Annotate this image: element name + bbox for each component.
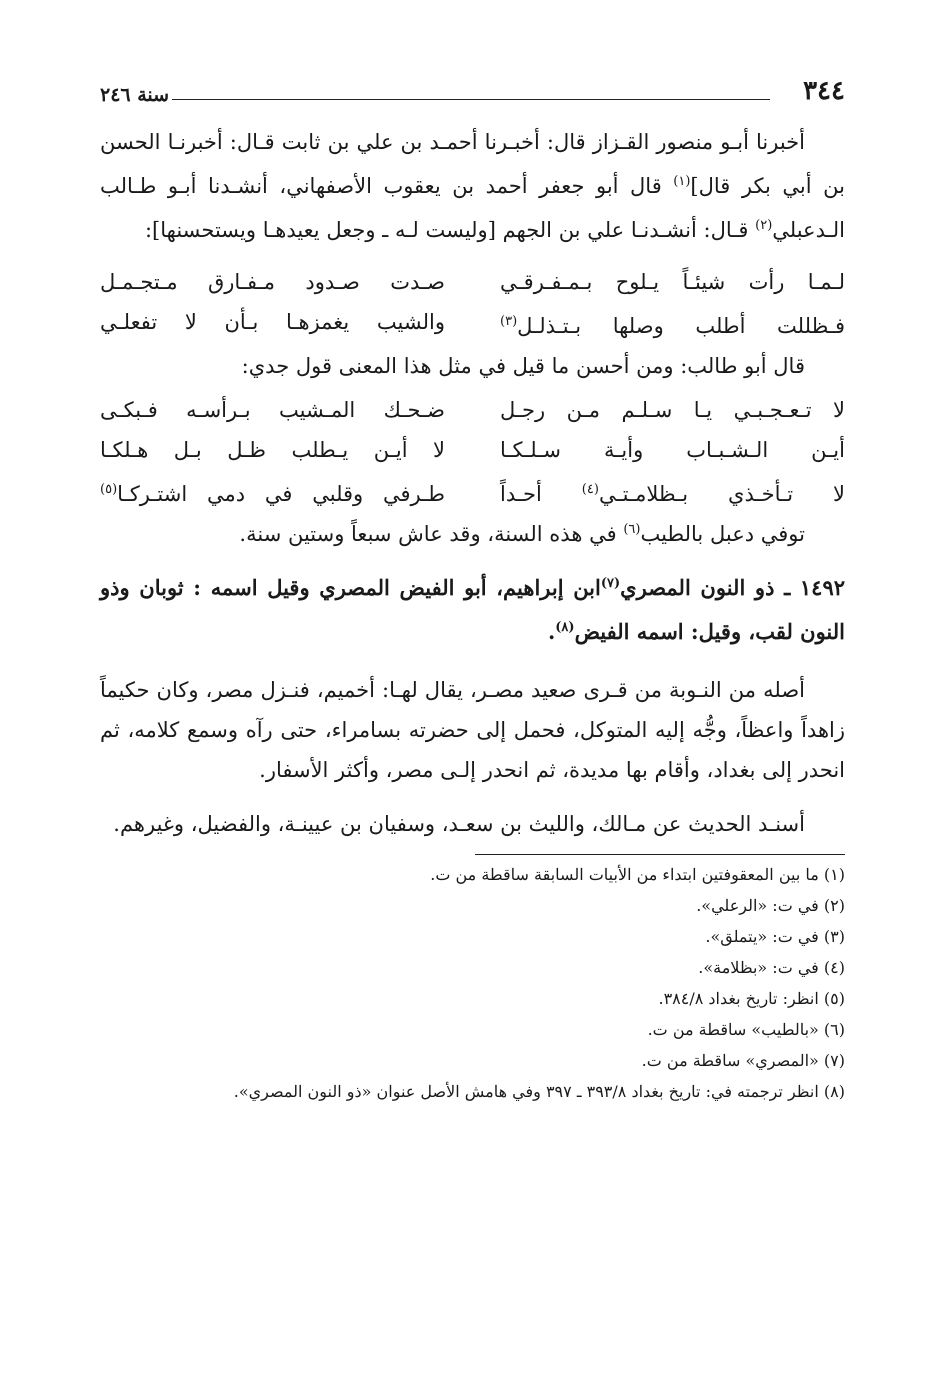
verse-hemistich: لا أيـن يـطلب ظـل بـل هـلكـا [100,438,445,462]
footnote: (٧) «المصري» ساقطة من ت. [641,1051,845,1070]
verse-hemistich: لا تـأخـذي بـظلامـتـي$^{(٤)}$ أحـداً [500,482,845,506]
verse-hemistich: أيـن الـشـبـاب وأيـة سـلـكـا [500,438,845,462]
footnote-ref: (٤) [581,482,599,497]
footnote: (٣) في ت: «يتملق». [705,927,845,946]
paragraph-death-note: توفي دعبل بالطيب$^{(٦)}$ في هذه السنة، وقد عاش سبعاً وستين سنة. [239,522,805,546]
verse-hemistich: لـمـا رأت شيئـاً يـلوح بـمـفـرقـي [500,270,845,294]
paragraph-isnad: أخبرنا أبـو منصور القـزاز قال: أخبـرنا أحمـد بن علي بن ثابت قـال: أخبرنـا الحسن بن أبي بكر قال]$^{(١)}$ قال أبو جعفر أحمد بن يعقوب الأصفهاني، أنشـدنا أبـو طـالب الـدعبلي$^{(٢)}$ قـال: أنشـدنـا علي بن الجهم [وليست لـه ـ وجعل يعيدهـا ويستحسنها]: [100,130,845,242]
page-number: ٣٤٤ [803,76,845,106]
footnote: (١) ما بين المعقوفتين ابتداء من الأبيات السابقة ساقطة من ت. [430,865,845,884]
footnote-ref: (٦) [623,522,641,537]
page-header [100,70,845,110]
footnote-ref: (٨) [555,620,575,635]
paragraph-abu-talib: قال أبو طالب: ومن أحسن ما قيل في مثل هذا المعنى قول جدي: [241,354,805,378]
verse-hemistich: صـدت صـدود مـفـارق مـتجـمـل [100,270,445,294]
footnote: (٥) انظر: تاريخ بغداد ٣٨٤/٨. [658,989,845,1008]
running-head-year: سنة ٢٤٦ [100,84,170,106]
verse-line [100,470,845,510]
biography-entry-heading: ١٤٩٢ ـ ذو النون المصري$^{(٧)}$ابن إبراهيم، أبو الفيض المصري وقيل اسمه : ثوبان وذو النون لقب، وقيل: اسمه الفيض$^{(٨)}$. [100,575,846,644]
verse-hemistich: فـظللت أطلب وصلها بـتـذلـل$^{(٣)}$ [500,314,845,338]
verse-line [100,262,845,302]
verse-hemistich: ضـحـك المـشيب بـرأسـه فـبكـى [100,398,445,422]
footnote-ref: (١) [673,174,691,189]
paragraph-narration: أسنـد الحديث عن مـالك، والليث بن سعـد، وسفيان بن عيينـة، والفضيل، وغيرهم. [113,812,805,836]
footnote-ref: (٢) [755,218,773,233]
page [100,70,845,1107]
footnote: (٦) «بالطيب» ساقطة من ت. [647,1020,845,1039]
footnote: (٢) في ت: «الرعلي». [696,896,845,915]
header-rule [172,99,770,100]
verse-line [100,390,845,430]
verse-hemistich: طـرفي وقلبي في دمي اشتـركـا$^{(٥)}$ [100,482,445,506]
footnote: (٨) انظر ترجمته في: تاريخ بغداد ٣٩٣/٨ ـ ٣٩٧ وفي هامش الأصل عنوان «ذو النون المصري». [233,1082,845,1101]
verse-hemistich: لا تـعـجـبـي يـا سـلـم مـن رجـل [500,398,845,422]
paragraph-biography: أصله من النـوبة من قـرى صعيد مصـر، يقال لهـا: أخميم، فنـزل مصر، وكان حكيماً زاهداً واعظاً، وجُّه إليه المتوكل، فحمل إلى حضرته بسامراء، حتى رآه وسمع كلامه، ثم انحدر إلى بغداد، وأقام بها مديدة، ثم انحدر إلـى مصر، وأكثر الأسفار. [100,678,845,782]
footnotes [100,859,845,1107]
footnote-rule [475,854,845,855]
footnote: (٤) في ت: «بظلامة». [698,958,845,977]
footnote-ref: (٥) [100,482,118,497]
verse-line [100,302,845,342]
verse-hemistich: والشيب يغمزهـا بـأن لا تفعلـي [100,310,445,334]
footnote-ref: (٧) [600,576,621,591]
verse-line [100,430,845,470]
footnote-ref: (٣) [500,314,518,329]
